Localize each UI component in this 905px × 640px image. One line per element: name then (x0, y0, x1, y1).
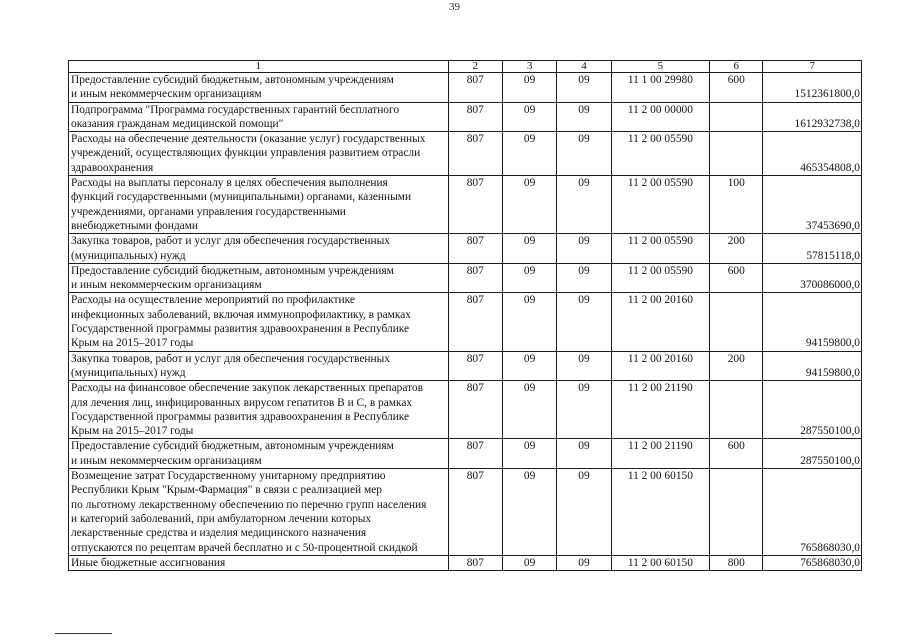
row-description (69, 234, 449, 264)
description-line: Крым на 2015–2017 годы (71, 337, 194, 350)
table-row (69, 439, 862, 469)
table-row (69, 234, 862, 264)
column-number-header: 4 (557, 61, 611, 73)
column-number-header: 6 (710, 61, 763, 73)
amount-value: 287550100,0 (763, 439, 862, 469)
subsection-code: 09 (557, 439, 611, 469)
section-code: 09 (502, 469, 556, 556)
description-line: Крым на 2015–2017 годы (71, 425, 194, 438)
page-number: 39 (449, 1, 460, 13)
amount-value: 1512361800,0 (763, 73, 862, 103)
subsection-code: 09 (557, 234, 611, 264)
row-description (69, 555, 449, 570)
admin-code: 807 (448, 381, 502, 439)
column-number-header: 5 (611, 61, 709, 73)
description-line: инфекционных заболеваний, включая иммунопрофилактику, в рамках (71, 308, 411, 321)
section-code: 09 (502, 73, 556, 103)
description-line: для лечения лиц, инфицированных вирусом гепатитов В и С, в рамках (71, 396, 413, 409)
table-row (69, 351, 862, 381)
subsection-code: 09 (557, 555, 611, 570)
description-line: Расходы на обеспечение деятельности (оказание услуг) государственных (71, 133, 426, 146)
subsection-code: 09 (557, 73, 611, 103)
target-article-code: 11 2 00 05590 (611, 234, 709, 264)
description-line: Государственной программы развития здравоохранения в Республике (71, 410, 410, 423)
row-description (69, 381, 449, 439)
amount-value: 94159800,0 (763, 293, 862, 351)
admin-code: 807 (448, 351, 502, 381)
table-row (69, 73, 862, 103)
budget-table (68, 60, 862, 571)
admin-code: 807 (448, 293, 502, 351)
target-article-code: 11 2 00 20160 (611, 351, 709, 381)
description-line: лекарственные средства и изделия медицинского назначения (71, 527, 367, 540)
amount-value: 37453690,0 (763, 176, 862, 234)
target-article-code: 11 2 00 05590 (611, 263, 709, 293)
expense-type-code: 200 (710, 234, 763, 264)
table-row (69, 176, 862, 234)
section-code: 09 (502, 439, 556, 469)
description-line: Закупка товаров, работ и услуг для обеспечения государственных (71, 352, 390, 365)
subsection-code: 09 (557, 176, 611, 234)
expense-type-code (710, 469, 763, 556)
row-description (69, 439, 449, 469)
amount-value: 287550100,0 (763, 381, 862, 439)
amount-value: 765868030,0 (763, 469, 862, 556)
footnote-divider (55, 633, 112, 634)
section-code: 09 (502, 381, 556, 439)
description-line: и категорий заболеваний, при амбулаторном лечении которых (71, 512, 372, 525)
description-line: здравоохранения (71, 161, 154, 174)
description-line: Расходы на выплаты персоналу в целях обеспечения выполнения (71, 177, 388, 190)
table-row (69, 381, 862, 439)
target-article-code: 11 2 00 00000 (611, 102, 709, 132)
admin-code: 807 (448, 469, 502, 556)
amount-value: 1612932738,0 (763, 102, 862, 132)
table-row (69, 263, 862, 293)
target-article-code: 11 2 00 21190 (611, 439, 709, 469)
target-article-code: 11 1 00 29980 (611, 73, 709, 103)
description-line: Расходы на осуществление мероприятий по профилактике (71, 294, 355, 307)
subsection-code: 09 (557, 102, 611, 132)
description-line: отпускаются по рецептам врачей бесплатно и с 50-процентной скидкой (71, 541, 418, 554)
amount-value: 765868030,0 (763, 555, 862, 570)
description-line: Государственной программы развития здравоохранения в Республике (71, 323, 410, 336)
admin-code: 807 (448, 263, 502, 293)
description-line: Расходы на финансовое обеспечение закупок лекарственных препаратов (71, 382, 424, 395)
admin-code: 807 (448, 102, 502, 132)
amount-value: 465354808,0 (763, 132, 862, 176)
table-header-row (69, 61, 862, 73)
section-code: 09 (502, 102, 556, 132)
admin-code: 807 (448, 132, 502, 176)
amount-value: 94159800,0 (763, 351, 862, 381)
description-line: внебюджетными фондами (71, 219, 199, 232)
admin-code: 807 (448, 555, 502, 570)
row-description (69, 293, 449, 351)
table-row (69, 293, 862, 351)
description-line: и иным некоммерческим организациям (71, 279, 262, 292)
expense-type-code: 600 (710, 263, 763, 293)
admin-code: 807 (448, 73, 502, 103)
expense-type-code (710, 102, 763, 132)
description-line: по льготному лекарственному обеспечению по перечню групп населения (71, 498, 427, 511)
target-article-code: 11 2 00 21190 (611, 381, 709, 439)
subsection-code: 09 (557, 381, 611, 439)
row-description (69, 102, 449, 132)
expense-type-code (710, 381, 763, 439)
section-code: 09 (502, 263, 556, 293)
description-line: Иные бюджетные ассигнования (71, 556, 226, 569)
row-description (69, 351, 449, 381)
expense-type-code: 800 (710, 555, 763, 570)
description-line: и иным некоммерческим организациям (71, 88, 262, 101)
admin-code: 807 (448, 234, 502, 264)
table-row (69, 102, 862, 132)
description-line: Возмещение затрат Государственному унитарному предприятию (71, 470, 386, 483)
description-line: Республики Крым "Крым-Фармация" в связи с реализацией мер (71, 484, 382, 497)
table-row (69, 132, 862, 176)
section-code: 09 (502, 132, 556, 176)
description-line: учреждений, осуществляющих функции управления развитием отрасли (71, 147, 421, 160)
table-row (69, 555, 862, 570)
row-description (69, 132, 449, 176)
target-article-code: 11 2 00 60150 (611, 555, 709, 570)
column-number-header: 1 (69, 61, 449, 73)
section-code: 09 (502, 555, 556, 570)
subsection-code: 09 (557, 132, 611, 176)
expense-type-code: 600 (710, 73, 763, 103)
description-line: Предоставление субсидий бюджетным, автономным учреждениям (71, 440, 394, 453)
description-line: (муниципальных) нужд (71, 366, 186, 379)
section-code: 09 (502, 293, 556, 351)
target-article-code: 11 2 00 05590 (611, 176, 709, 234)
description-line: Предоставление субсидий бюджетным, автономным учреждениям (71, 74, 394, 86)
row-description (69, 469, 449, 556)
target-article-code: 11 2 00 05590 (611, 132, 709, 176)
row-description (69, 176, 449, 234)
subsection-code: 09 (557, 469, 611, 556)
row-description (69, 73, 449, 103)
expense-type-code: 100 (710, 176, 763, 234)
description-line: Предоставление субсидий бюджетным, автономным учреждениям (71, 264, 394, 277)
description-line: функций государственными (муниципальными) органами, казенными (71, 191, 412, 204)
admin-code: 807 (448, 439, 502, 469)
expense-type-code: 200 (710, 351, 763, 381)
description-line: и иным некоммерческим организациям (71, 454, 262, 467)
column-number-header: 2 (448, 61, 502, 73)
row-description (69, 263, 449, 293)
description-line: учреждениями, органами управления государственными (71, 205, 346, 218)
admin-code: 807 (448, 176, 502, 234)
subsection-code: 09 (557, 263, 611, 293)
expense-type-code (710, 293, 763, 351)
subsection-code: 09 (557, 293, 611, 351)
column-number-header: 7 (763, 61, 862, 73)
target-article-code: 11 2 00 60150 (611, 469, 709, 556)
expense-type-code (710, 132, 763, 176)
section-code: 09 (502, 234, 556, 264)
expense-type-code: 600 (710, 439, 763, 469)
section-code: 09 (502, 351, 556, 381)
description-line: Подпрограмма "Программа государственных гарантий бесплатного (71, 103, 400, 116)
description-line: (муниципальных) нужд (71, 249, 186, 262)
description-line: оказания гражданам медицинской помощи" (71, 117, 284, 130)
amount-value: 370086000,0 (763, 263, 862, 293)
description-line: Закупка товаров, работ и услуг для обеспечения государственных (71, 235, 390, 248)
subsection-code: 09 (557, 351, 611, 381)
section-code: 09 (502, 176, 556, 234)
target-article-code: 11 2 00 20160 (611, 293, 709, 351)
table-row (69, 469, 862, 556)
amount-value: 57815118,0 (763, 234, 862, 264)
column-number-header: 3 (502, 61, 556, 73)
